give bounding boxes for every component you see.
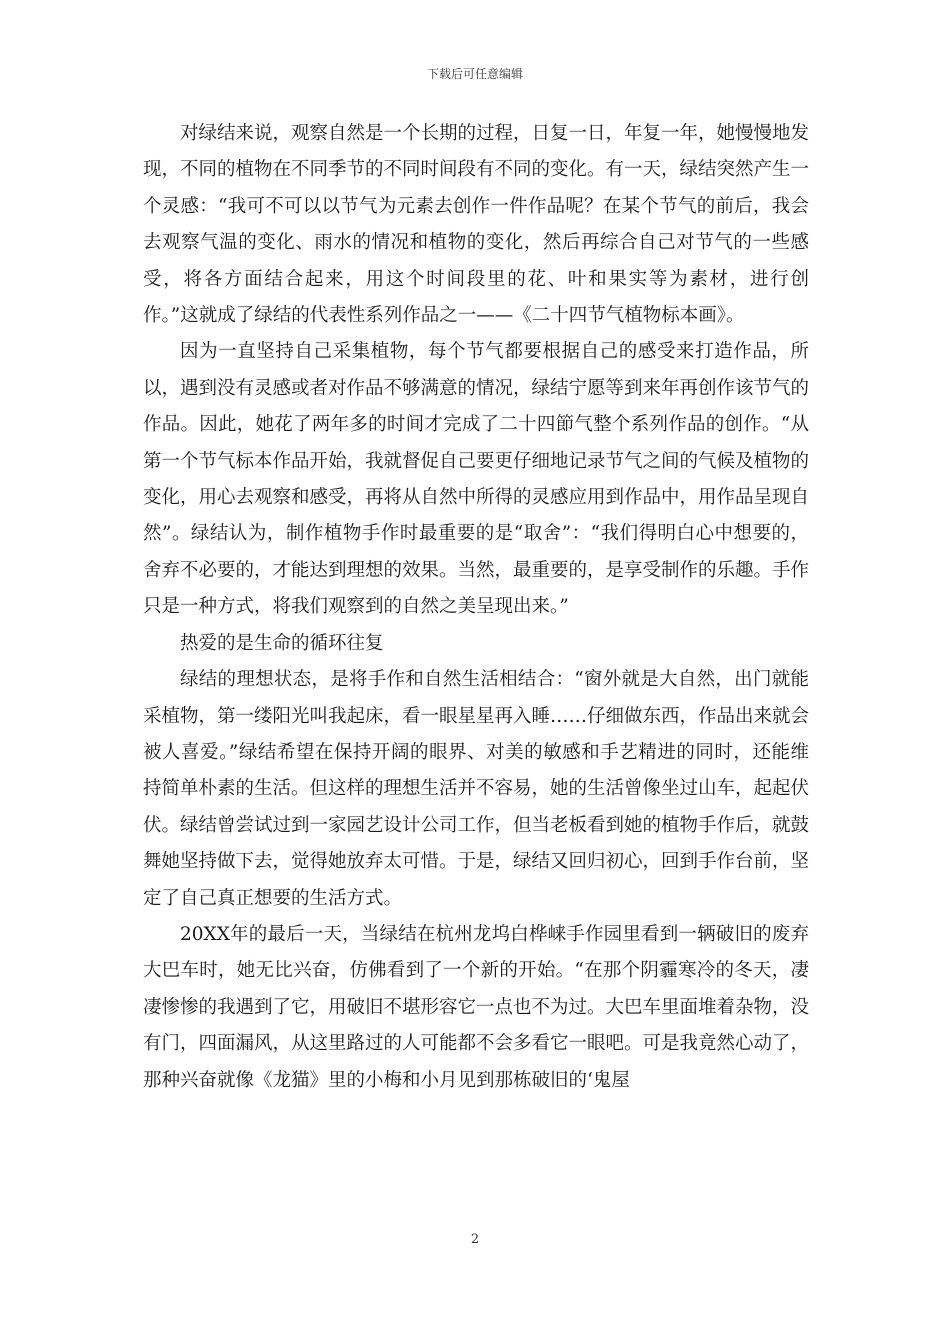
paragraph: 绿结的理想状态，是将手作和自然生活相结合：“窗外就是大自然，出门就能采植物，第一缕阳光叫我起床，看一眼星星再入睡……仔细做东西，作品出来就会被人喜爱。”绿结希望在保持开阔的眼界、对美的敏感和手艺精进的同时，还能维持简单朴素的生活。但这样的理想生活并不容易，她的生活曾像坐过山车，起起伏伏。绿结曾尝试过到一家园艺设计公司工作，但当老板看到她的植物手作后，就鼓舞她坚持做下去，觉得她放弃太可惜。于是，绿结又回归初心，回到手作台前，坚定了自己真正想要的生活方式。 — [143, 669, 810, 909]
paragraph: 因为一直坚持自己采集植物，每个节气都要根据自己的感受来打造作品，所以，遇到没有灵感或者对作品不够满意的情况，绿结宁愿等到来年再创作该节气的作品。因此，她花了两年多的时间才完成了二十四節气整个系列作品的创作。“从第一个节气标本作品开始，我就督促自己要更仔细地记录节气之间的气候及植物的变化，用心去观察和感受，再将从自然中所得的灵感应用到作品中，用作品呈现自然”。绿结认为，制作植物手作时最重要的是“取舍”：“我们得明白心中想要的，舍弃不必要的，才能达到理想的效果。当然，最重要的，是享受制作的乐趣。手作只是一种方式，将我们观察到的自然之美呈现出来。” — [143, 341, 810, 618]
page-header: 下载后可任意编辑 — [426, 67, 523, 81]
document-body — [143, 116, 809, 1099]
section-heading: 热爱的是生命的循环往复 — [180, 632, 384, 654]
paragraph: 对绿结来说，观察自然是一个长期的过程，日复一日，年复一年，她慢慢地发现，不同的植物在不同季节的不同时间段有不同的变化。有一天，绿结突然产生一个灵感：“我可不可以以节气为元素去创作一件作品呢？在某个节气的前后，我会去观察气温的变化、雨水的情况和植物的变化，然后再综合自己对节气的一些感受，将各方面结合起来，用这个时间段里的花、叶和果实等为素材，进行创作。”这就成了绿结的代表性系列作品之一——《二十四节气植物标本画》。 — [143, 123, 810, 327]
page-number: 2 — [470, 1232, 480, 1247]
paragraph: 20XX年的最后一天，当绿结在杭州龙坞白桦崃手作园里看到一辆破旧的废弃大巴车时，她无比兴奋，仿佛看到了一个新的开始。“在那个阴霾寒冷的冬天，凄凄惨惨的我遇到了它，用破旧不堪形容它一点也不为过。大巴车里面堆着杂物，没有门，四面漏风，从这里路过的人可能都不会多看它一眼吧。可是我竟然心动了，那种兴奋就像《龙猫》里的小梅和小月见到那栋破旧的‘鬼屋 — [143, 923, 810, 1091]
